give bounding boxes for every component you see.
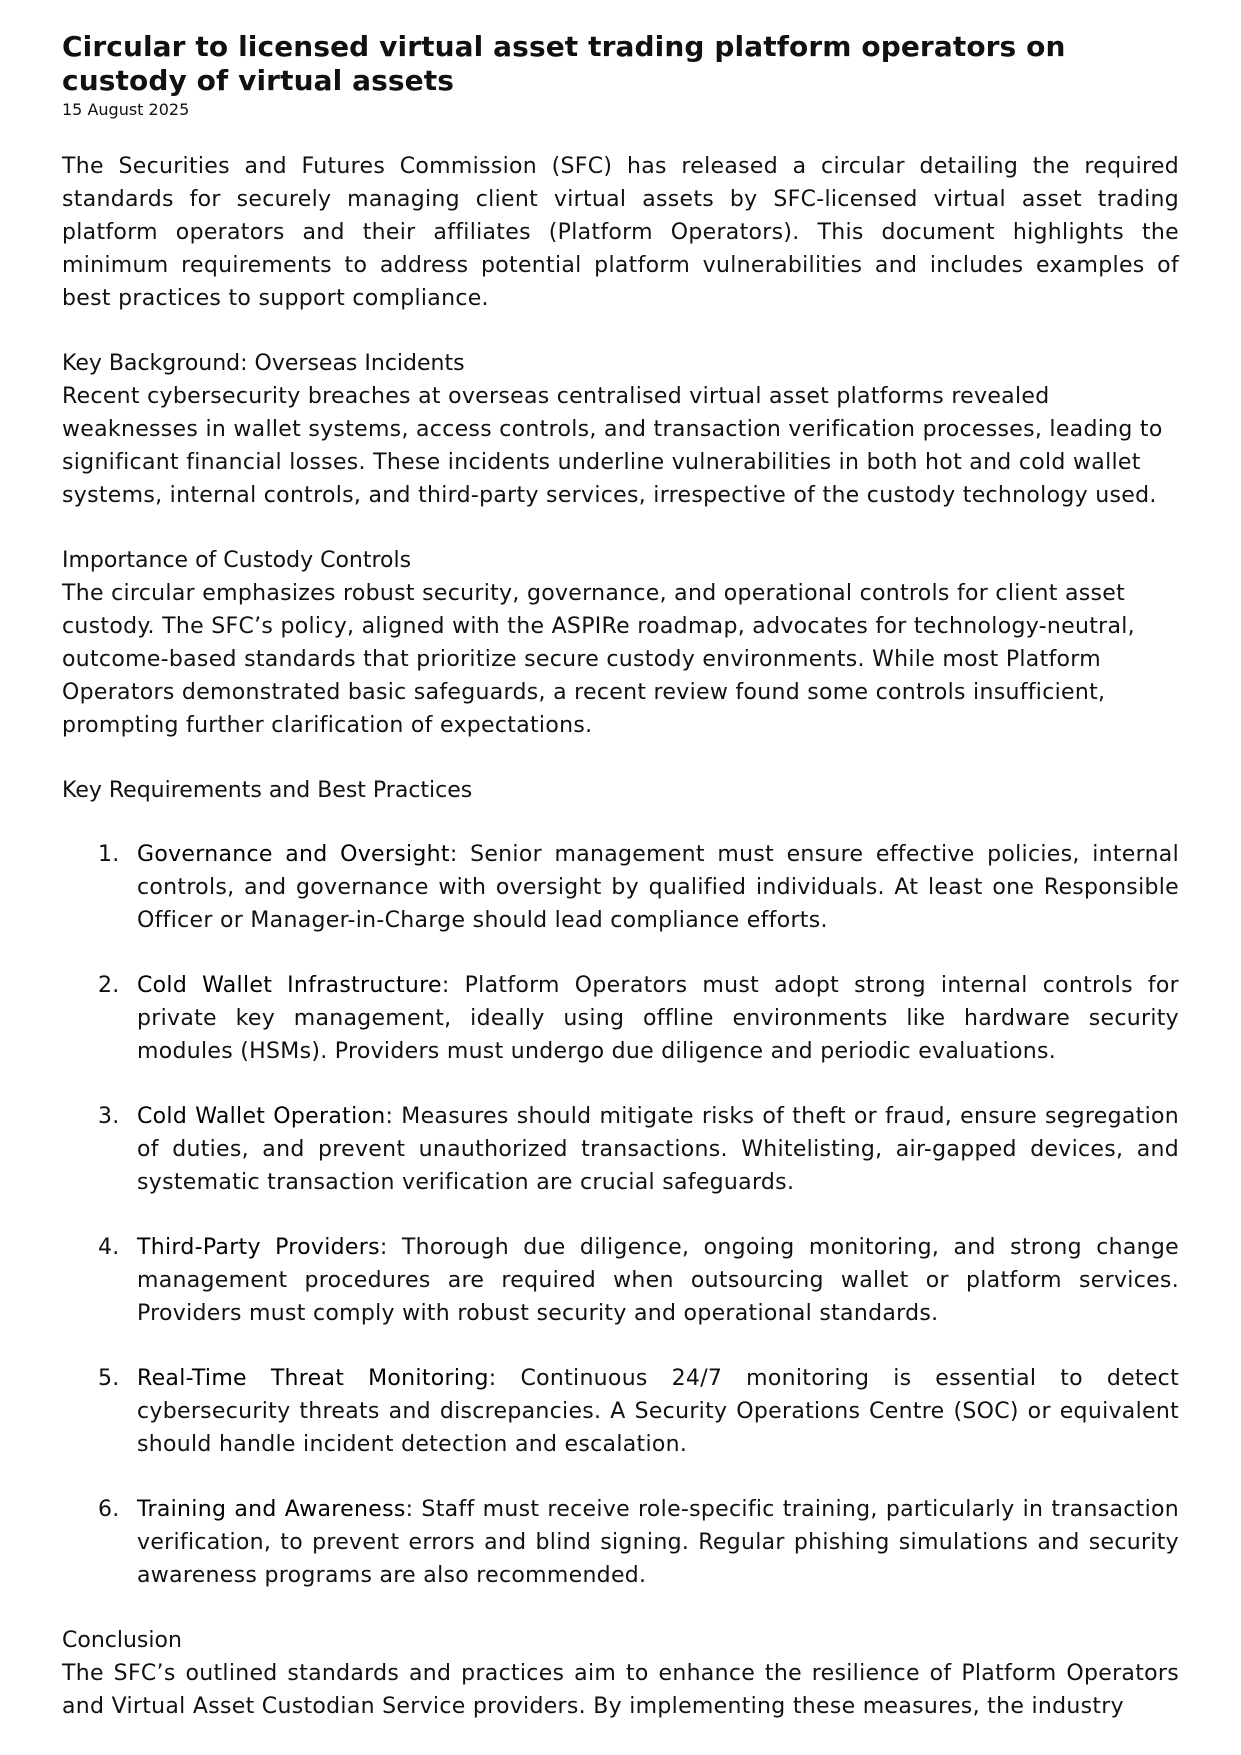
list-item-number: 4. xyxy=(98,1235,120,1260)
list-item-term: Cold Wallet Operation xyxy=(137,1104,386,1129)
list-item-text: : Continuous 24/7 monitoring is essential to detect cybersecurity threats and discrepancies. A Security Operations Centre (SOC) or equivalent should handle incident detection and escalation. xyxy=(137,1366,1180,1457)
list-item-term: Real-Time Threat Monitoring xyxy=(137,1366,489,1391)
list-item-term: Third-Party Providers xyxy=(137,1235,380,1260)
background-body: Recent cybersecurity breaches at overseas centralised virtual asset platforms revealed weaknesses in wallet systems, access controls, and transaction verification processes, leading to significant financial losses. These incidents underline vulnerabilities in both hot and cold wallet systems, internal controls, and third-party services, irrespective of the custody technology used. xyxy=(62,384,1163,508)
conclusion-body: The SFC’s outlined standards and practices aim to enhance the resilience of Platform Operators and Virtual Asset Custodian Service providers. By implementing these measures, the industry xyxy=(62,1661,1179,1719)
list-item-number: 3. xyxy=(98,1104,120,1129)
list-item-number: 2. xyxy=(98,973,120,998)
list-item-text: : Platform Operators must adopt strong internal controls for private key management, ideally using offline environments like hardware security modules (HSMs). Providers must undergo due diligence and periodic evaluations. xyxy=(137,973,1179,1064)
requirements-section xyxy=(62,774,1179,1592)
list-item-text: : Measures should mitigate risks of theft or fraud, ensure segregation of duties, and prevent unauthorized transactions. Whitelisting, air-gapped devices, and systematic transaction verification are crucial safeguards. xyxy=(137,1104,1179,1195)
requirements-heading: Key Requirements and Best Practices xyxy=(62,778,473,803)
list-item-term: Governance and Oversight xyxy=(137,842,450,867)
importance-body: The circular emphasizes robust security, governance, and operational controls for client asset custody. The SFC’s policy, aligned with the ASPIRe roadmap, advocates for technology-neutral, outcome-based standards that prioritize secure custody environments. While most Platform Operators demonstrated basic safeguards, a recent review found some controls insufficient, prompting further clarification of expectations. xyxy=(62,581,1135,738)
list-item-term: Training and Awareness xyxy=(137,1497,406,1522)
importance-section xyxy=(62,544,1179,742)
intro-paragraph: The Securities and Futures Commission (SFC) has released a circular detailing the required standards for securely managing client virtual assets by SFC-licensed virtual asset trading platform operators and their affiliates (Platform Operators). This document highlights the minimum requirements to address potential platform vulnerabilities and includes examples of best practices to support compliance. xyxy=(62,154,1179,311)
list-item xyxy=(62,969,1179,1068)
list-item-text: : Staff must receive role-specific training, particularly in transaction verification, to prevent errors and blind signing. Regular phishing simulations and security awareness programs are also recommended. xyxy=(137,1497,1179,1588)
list-item-text: : Senior management must ensure effective policies, internal controls, and governance with oversight by qualified individuals. At least one Responsible Officer or Manager-in-Charge should lead compliance efforts. xyxy=(137,842,1180,933)
list-item-number: 1. xyxy=(98,842,120,867)
requirements-list xyxy=(62,838,1179,1592)
document-page xyxy=(62,30,1179,1723)
conclusion-section xyxy=(62,1624,1179,1723)
background-section xyxy=(62,347,1179,512)
list-item-term: Cold Wallet Infrastructure xyxy=(137,973,442,998)
list-item xyxy=(62,1100,1179,1199)
document-date: 15 August 2025 xyxy=(62,100,190,119)
list-item xyxy=(62,838,1179,937)
conclusion-heading: Conclusion xyxy=(62,1628,182,1653)
list-item-number: 6. xyxy=(98,1497,120,1522)
list-item xyxy=(62,1362,1179,1461)
document-title: Circular to licensed virtual asset trading platform operators on custody of virtual assets xyxy=(62,30,1066,97)
list-item xyxy=(62,1493,1179,1592)
list-item-number: 5. xyxy=(98,1366,120,1391)
list-item xyxy=(62,1231,1179,1330)
importance-heading: Importance of Custody Controls xyxy=(62,548,412,573)
background-heading: Key Background: Overseas Incidents xyxy=(62,351,465,376)
list-item-text: : Thorough due diligence, ongoing monitoring, and strong change management procedures are required when outsourcing wallet or platform services. Providers must comply with robust security and operational standards. xyxy=(137,1235,1179,1326)
